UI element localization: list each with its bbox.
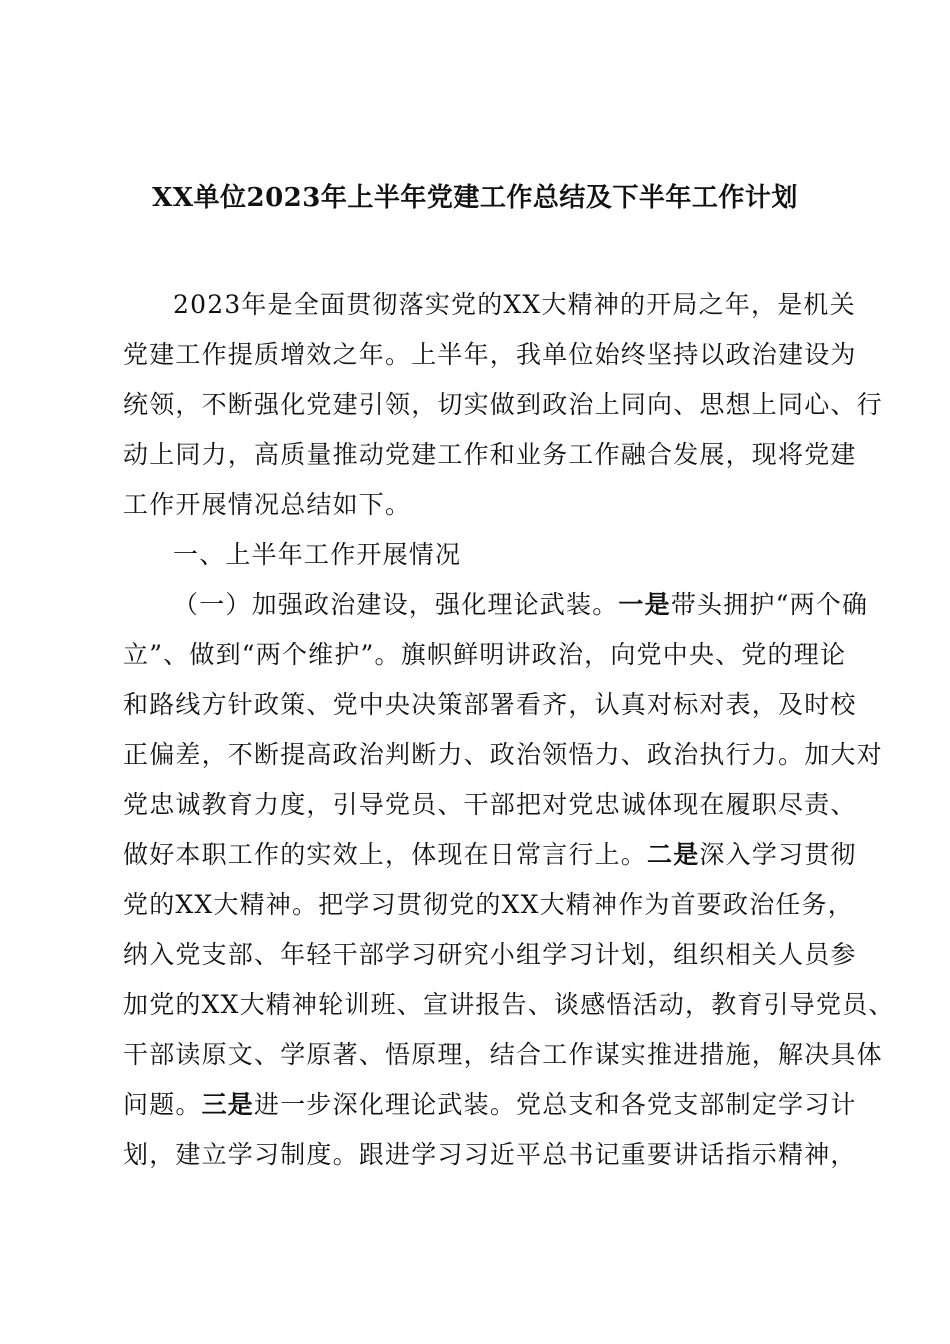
bold-phrase: 一是 <box>618 590 671 619</box>
body-line <box>123 985 895 1025</box>
text-run: 带头拥护“两个确 <box>670 590 869 619</box>
text-run: 立”、做到“两个维护”。旗帜鲜明讲政治，向党中央、党的理论 <box>123 640 847 669</box>
text-run: 进一步深化理论武装。党总支和各党支部制定学习计 <box>254 1090 857 1119</box>
body-line <box>173 535 461 575</box>
body-line <box>123 1035 883 1075</box>
text-run: 党建工作提质增效之年。上半年，我单位始终坚持以政治建设为 <box>123 340 857 369</box>
body-line <box>123 435 857 475</box>
body-line <box>123 385 883 425</box>
body-line <box>123 785 857 825</box>
text-run: 2023年是全面贯彻落实党的XX大精神的开局之年，是机关 <box>173 290 856 319</box>
document-title: XX单位2023年上半年党建工作总结及下半年工作计划 <box>152 183 798 213</box>
body-line <box>123 885 854 925</box>
bold-phrase: 二是 <box>647 840 700 869</box>
body-line <box>123 935 857 975</box>
text-run: 一、上半年工作开展情况 <box>173 540 462 569</box>
text-run: 统领，不断强化党建引领，切实做到政治上同向、思想上同心、行 <box>123 390 883 419</box>
text-run: 做好本职工作的实效上，体现在日常言行上。 <box>123 840 648 869</box>
body-line <box>123 735 883 775</box>
body-line <box>123 835 857 875</box>
text-run: 党的XX大精神。把学习贯彻党的XX大精神作为首要政治任务， <box>123 890 854 919</box>
body-line <box>173 285 856 325</box>
body-line <box>123 335 857 375</box>
text-run: 党忠诚教育力度，引导党员、干部把对党忠诚体现在履职尽责、 <box>123 790 857 819</box>
text-run: 和路线方针政策、党中央决策部署看齐，认真对标对表，及时校 <box>123 690 857 719</box>
text-run: 深入学习贯彻 <box>699 840 857 869</box>
bold-phrase: 三是 <box>201 1090 255 1119</box>
body-line <box>123 635 846 675</box>
body-line <box>123 1135 857 1175</box>
text-run: 纳入党支部、年轻干部学习研究小组学习计划，组织相关人员参 <box>123 940 857 969</box>
body-line <box>123 685 857 725</box>
body-line <box>123 1085 857 1125</box>
text-run: 干部读原文、学原著、悟原理，结合工作谋实推进措施，解决具体 <box>123 1040 883 1069</box>
text-run: 划，建立学习制度。跟进学习习近平总书记重要讲话指示精神， <box>123 1140 857 1169</box>
text-run: 正偏差，不断提高政治判断力、政治领悟力、政治执行力。加大对 <box>123 740 883 769</box>
text-run: 动上同力，高质量推动党建工作和业务工作融合发展，现将党建 <box>123 440 857 469</box>
text-run: 工作开展情况总结如下。 <box>123 490 412 519</box>
body-line <box>173 585 868 625</box>
text-run: 加党的XX大精神轮训班、宣讲报告、谈感悟活动，教育引导党员、 <box>123 990 895 1019</box>
body-line <box>123 485 411 525</box>
text-run: 问题。 <box>123 1090 202 1119</box>
text-run: （一）加强政治建设，强化理论武装。 <box>173 590 619 619</box>
